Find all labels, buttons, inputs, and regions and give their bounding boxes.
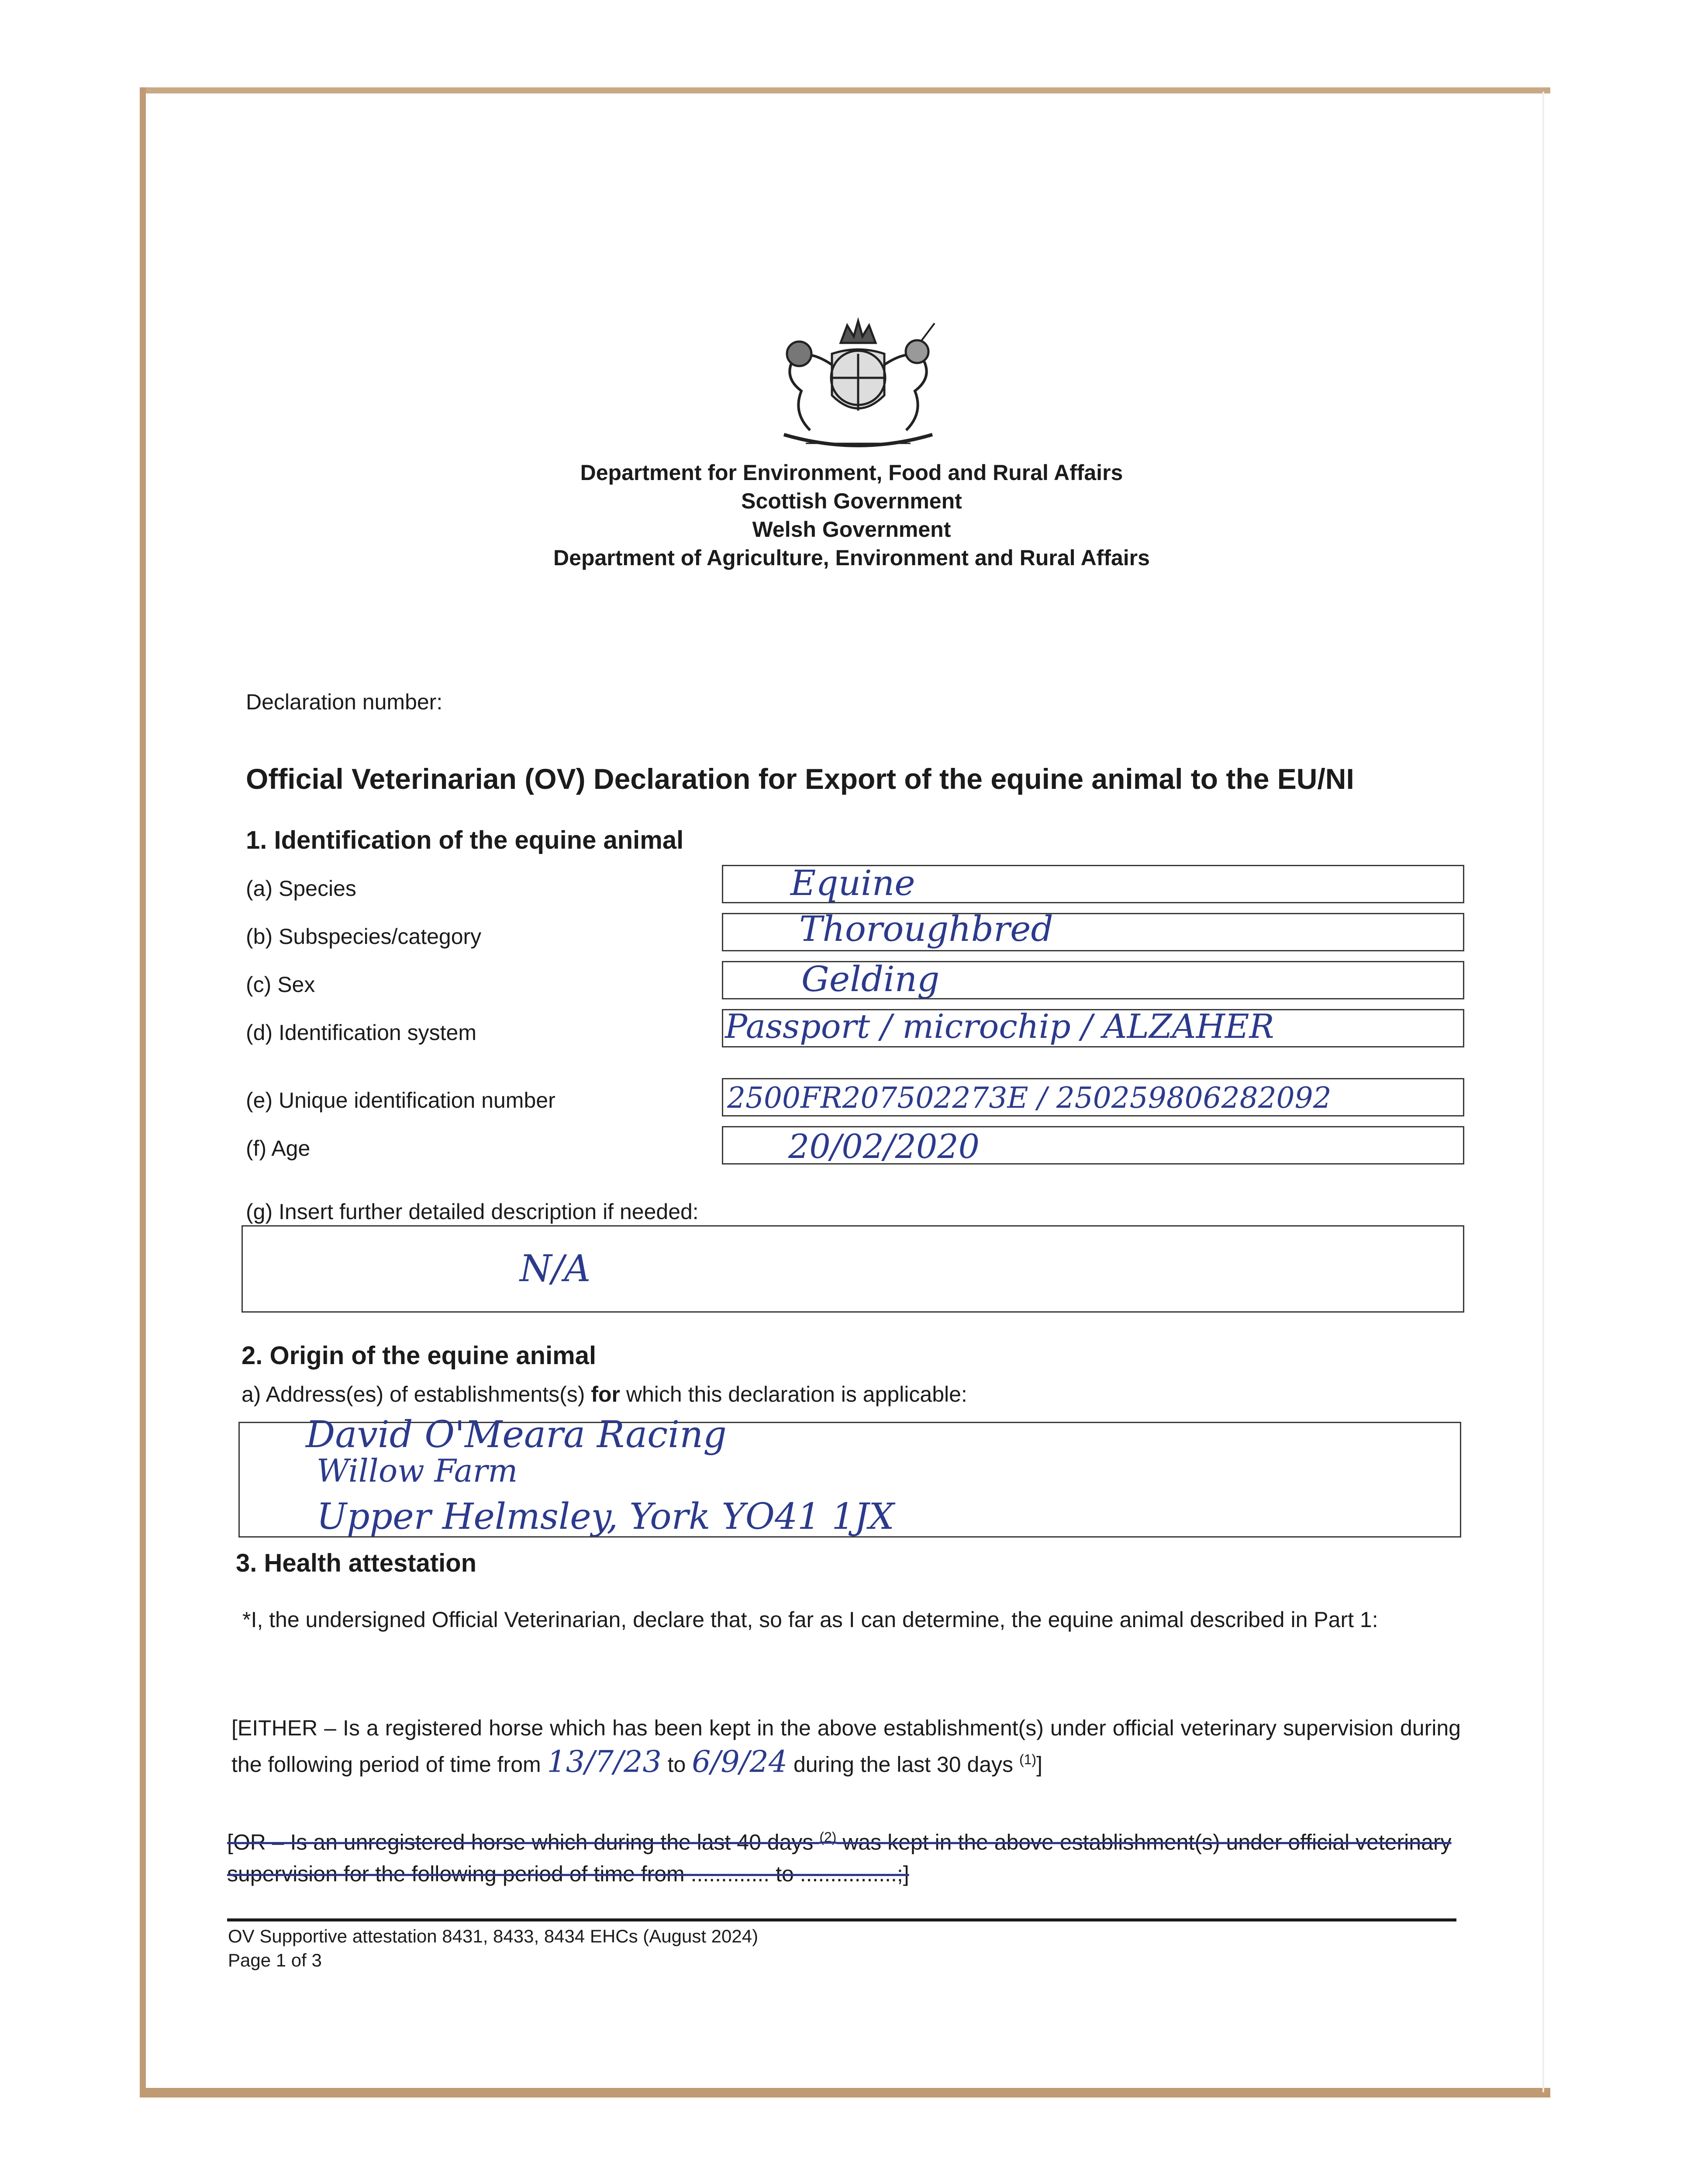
section-1-heading: 1. Identification of the equine animal <box>246 826 684 854</box>
footer-attestation: OV Supportive attestation 8431, 8433, 8434 EHCs (August 2024) <box>228 1926 759 1946</box>
paper-edge-right <box>1542 92 1544 2092</box>
royal-coat-of-arms-icon <box>766 312 950 456</box>
page-title: Official Veterinarian (OV) Declaration for Export of the equine animal to the EU/NI <box>246 763 1354 795</box>
section-3-heading: 3. Health attestation <box>236 1549 477 1577</box>
dept-defra: Department for Environment, Food and Rural Affairs <box>580 460 1123 485</box>
address-line-1: David O'Meara Racing <box>306 1413 727 1456</box>
unique-id-value: 2500FR207502273E / 250259806282092 <box>727 1081 1332 1115</box>
age-label: (f) Age <box>246 1136 310 1161</box>
address-label: a) Address(es) of establishments(s) for which this declaration is applicable: <box>241 1382 967 1406</box>
dept-welsh-government: Welsh Government <box>752 517 951 542</box>
unique-id-label: (e) Unique identification number <box>246 1088 555 1113</box>
species-value: Equine <box>790 863 915 903</box>
identification-system-value: Passport / microchip / ALZAHER <box>725 1007 1274 1046</box>
address-line-3: Upper Helmsley, York YO41 1JX <box>317 1496 894 1538</box>
species-label: (a) Species <box>246 876 356 901</box>
subspecies-value: Thoroughbred <box>799 909 1053 949</box>
either-clause: [EITHER – Is a registered horse which has been kept in the above establishment(s) under official veterinary supervision during the following period of time from 13/7/23 to 6/9/24 during the last 30 days $^{(1)}$] <box>231 1716 1461 1780</box>
paper-edge-bottom <box>140 2088 1550 2098</box>
paper-edge-top <box>140 87 1550 93</box>
identification-system-label: (d) Identification system <box>246 1020 476 1045</box>
address-line-2: Willow Farm <box>317 1452 518 1489</box>
either-from-date: 13/7/23 <box>547 1745 662 1780</box>
health-intro-text: *I, the undersigned Official Veterinarian, declare that, so far as I can determine, the equine animal described in Part 1: <box>242 1607 1378 1632</box>
footer-rule <box>227 1918 1456 1921</box>
sex-label: (c) Sex <box>246 972 315 997</box>
either-to-date: 6/9/24 <box>692 1745 788 1780</box>
sex-value: Gelding <box>801 959 940 999</box>
section-2-heading: 2. Origin of the equine animal <box>241 1341 597 1370</box>
further-description-value: N/A <box>520 1247 591 1290</box>
dept-scottish-government: Scottish Government <box>741 489 962 513</box>
further-description-label: (g) Insert further detailed description if needed: <box>246 1199 699 1224</box>
dept-daera: Department of Agriculture, Environment and Rural Affairs <box>553 546 1150 570</box>
footer-page-number: Page 1 of 3 <box>228 1950 322 1970</box>
paper-edge-left <box>140 87 146 2097</box>
or-clause-struck: [OR – Is an unregistered horse which during the last 40 days $^{(2)}$ was kept in the above establishment(s) under official veterinary supervision for the following period of time from ............. to ................;] <box>227 1829 1452 1886</box>
declaration-number-label: Declaration number: <box>246 690 443 714</box>
age-value: 20/02/2020 <box>788 1127 980 1166</box>
further-description-field <box>241 1225 1464 1313</box>
subspecies-label: (b) Subspecies/category <box>246 924 482 949</box>
